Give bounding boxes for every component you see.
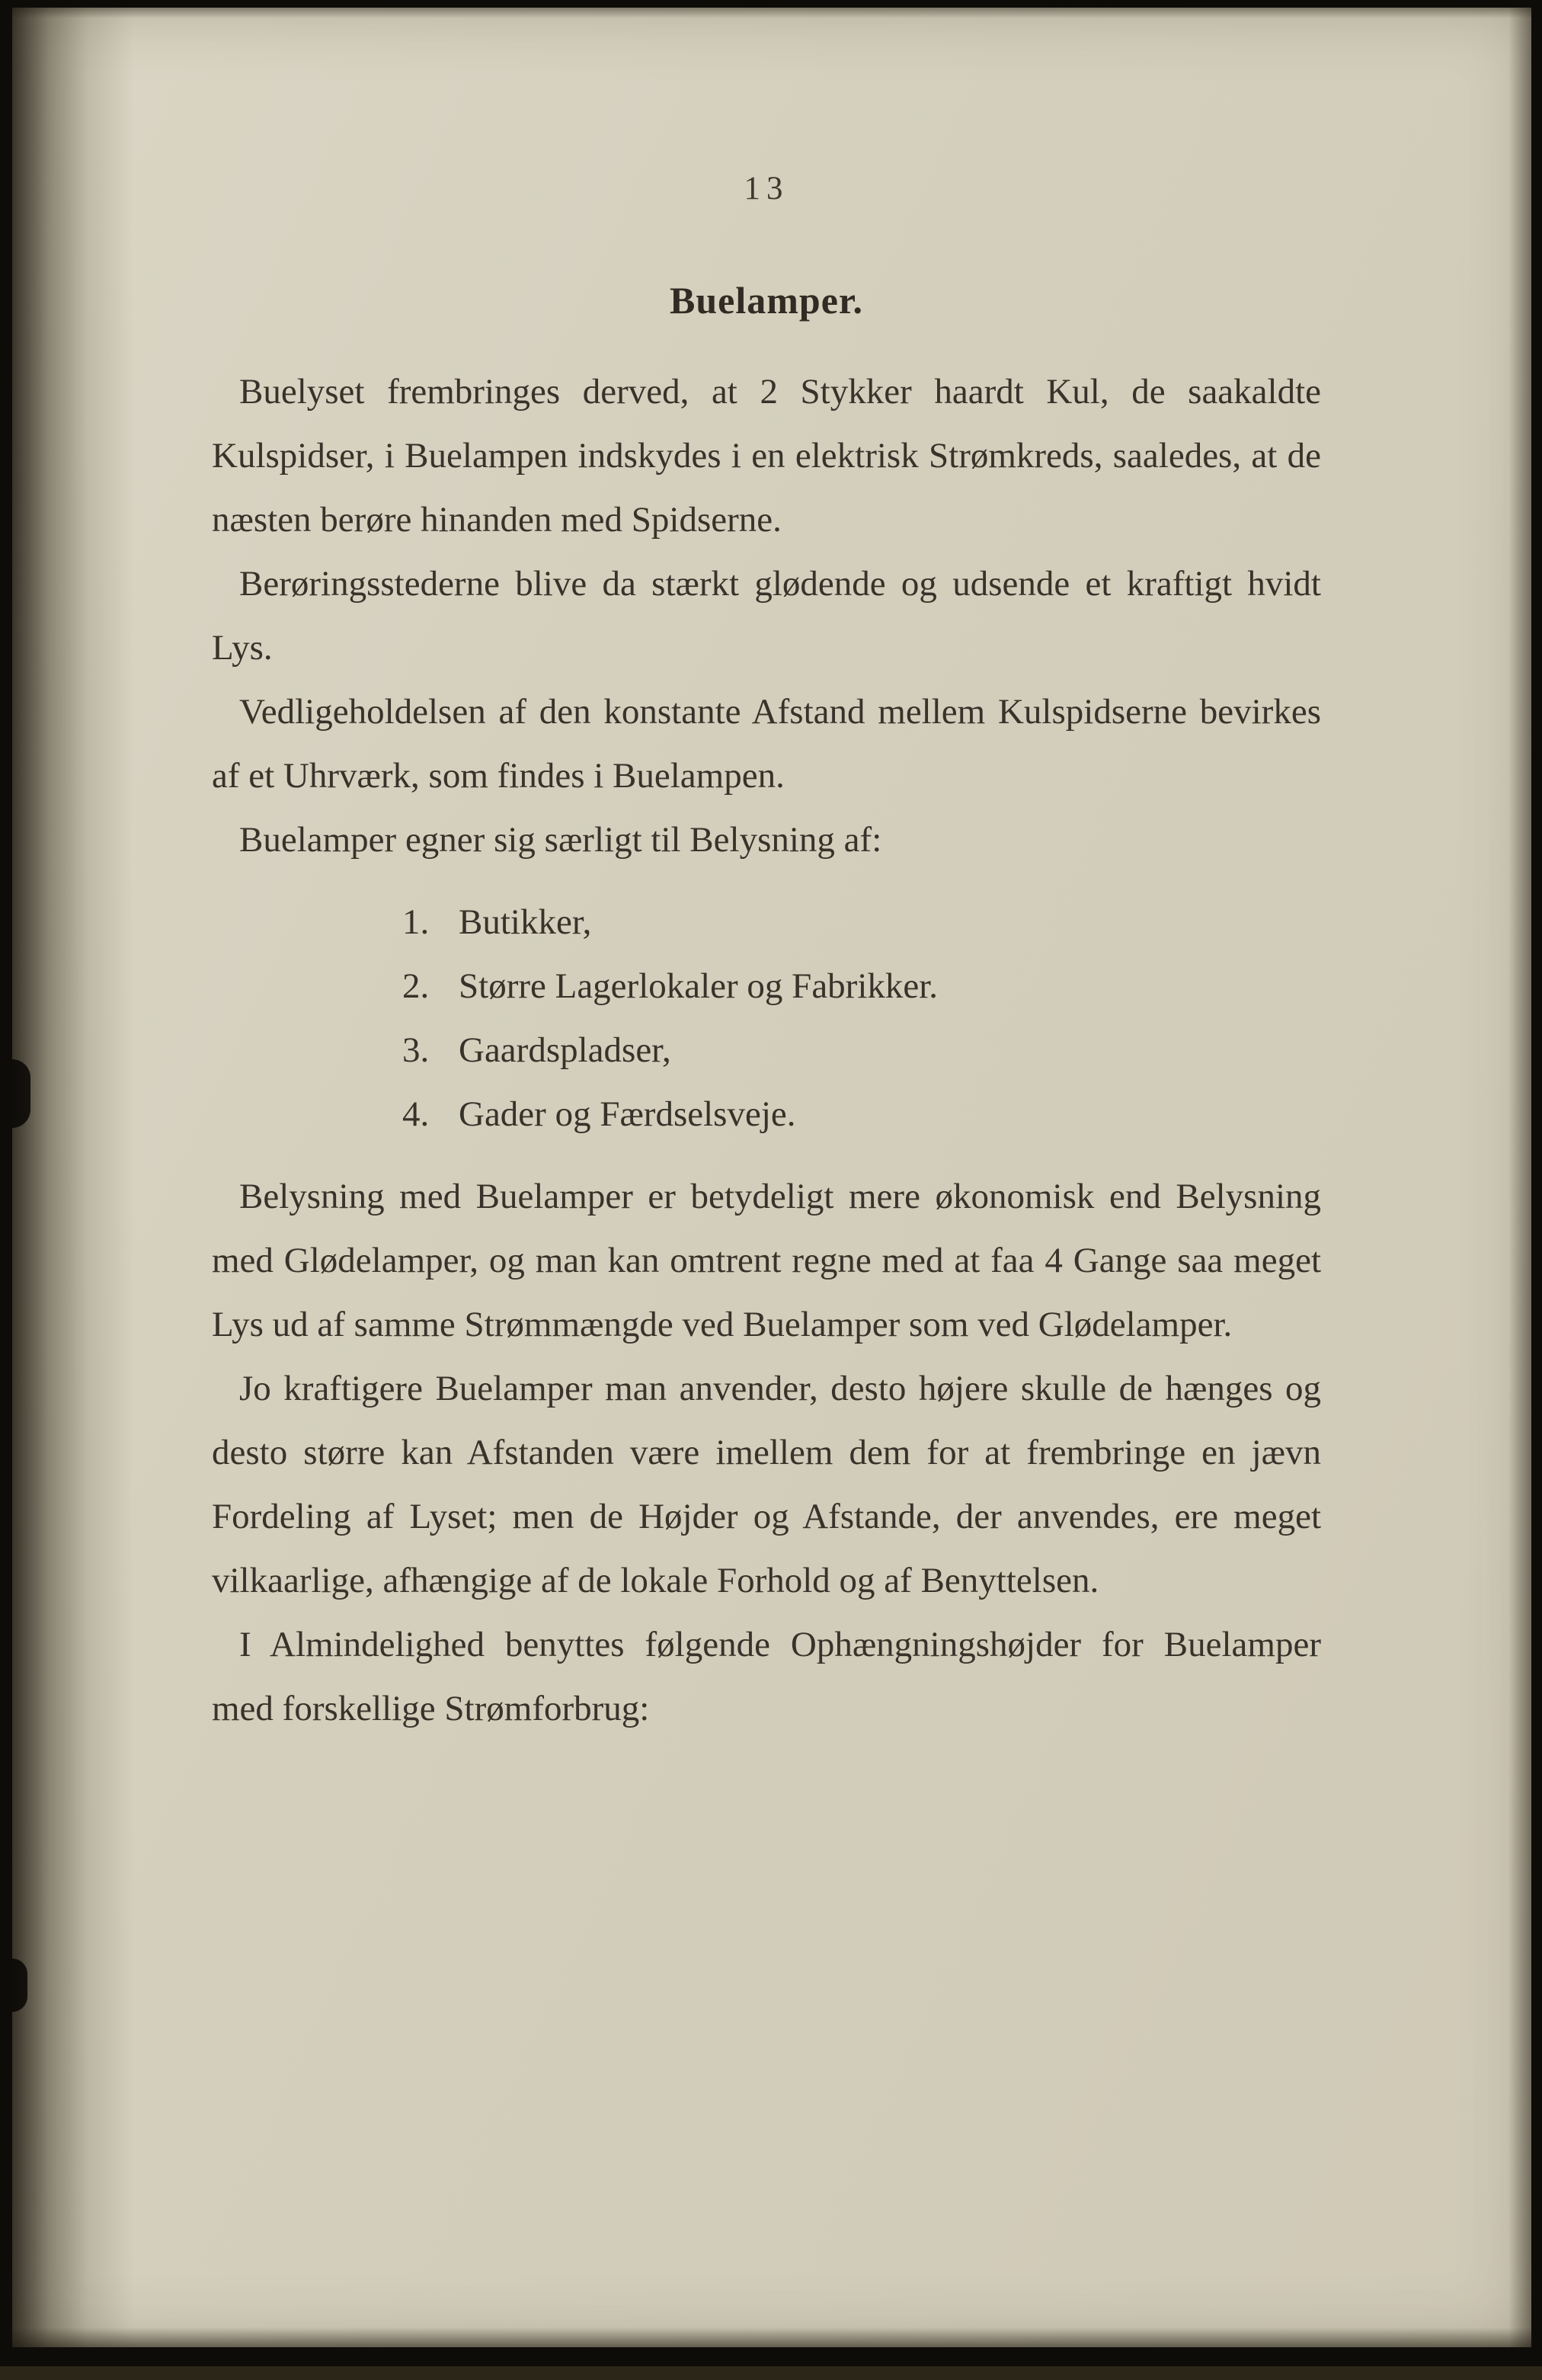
page-title: Buelamper. bbox=[670, 279, 863, 322]
page-number: 13 bbox=[744, 171, 789, 207]
page-edge-top bbox=[12, 8, 1531, 18]
book-binding-shadow bbox=[12, 8, 134, 2347]
scan-artifact bbox=[12, 1959, 27, 2012]
list-item-text: Butikker, bbox=[459, 902, 592, 942]
scan-artifact bbox=[12, 1059, 30, 1128]
text-column bbox=[212, 157, 1321, 1741]
paragraph-beroringssteder: Berøringsstederne blive da stærkt glødende og udsende et kraftigt hvidt Lys. bbox=[212, 564, 1321, 668]
scanned-book-page bbox=[12, 8, 1531, 2347]
paragraph-vedligeholdelse: Vedligeholdelsen af den konstante Afstand mellem Kulspidserne bevirkes af et Uhrværk, som findes i Buelampen. bbox=[212, 692, 1321, 796]
list-item-text: Gaardspladser, bbox=[459, 1030, 671, 1070]
list-item-text: Større Lagerlokaler og Fabrikker. bbox=[459, 966, 939, 1006]
page-edge-right bbox=[1508, 8, 1531, 2347]
paragraph-ophaengning: Jo kraftigere Buelamper man anvender, desto højere skulle de hænges og desto større kan Afstanden være imellem dem for at frembringe en jævn Fordeling af Lyset; men de Højder og Afstande, der anvendes, ere meget vilkaarlige, afhængige af de lokale Forhold og af Benyttelsen. bbox=[212, 1369, 1321, 1600]
list-item bbox=[402, 890, 1321, 954]
list-item bbox=[402, 1082, 1321, 1146]
list-item-text: Gader og Færdselsveje. bbox=[459, 1094, 796, 1134]
paragraph-almindelighed: I Almindelighed benyttes følgende Ophængningshøjder for Buelamper med forskellige Strømforbrug: bbox=[212, 1625, 1321, 1728]
scan-bottom-strip bbox=[0, 2366, 1542, 2380]
list-item bbox=[402, 1018, 1321, 1082]
page-edge-bottom bbox=[12, 2327, 1531, 2347]
paragraph-buelyset: Buelyset frembringes derved, at 2 Stykker haardt Kul, de saakaldte Kulspidser, i Buelampen indskydes i en elektrisk Strømkreds, saaledes, at de næsten berøre hinanden med Spidserne. bbox=[212, 372, 1321, 540]
lamp-uses-list bbox=[402, 890, 1321, 1146]
list-item-number: 1. bbox=[402, 902, 430, 942]
paragraph-egner-sig: Buelamper egner sig særligt til Belysning af: bbox=[239, 820, 882, 860]
list-item bbox=[402, 954, 1321, 1018]
list-item-number: 2. bbox=[402, 966, 430, 1006]
paragraph-okonomi: Belysning med Buelamper er betydeligt mere økonomisk end Belysning med Glødelamper, og man kan omtrent regne med at faa 4 Gange saa meget Lys ud af samme Strømmængde ved Buelamper som ved Glødelamper. bbox=[212, 1177, 1321, 1344]
list-item-number: 3. bbox=[402, 1030, 430, 1070]
list-item-number: 4. bbox=[402, 1094, 430, 1134]
